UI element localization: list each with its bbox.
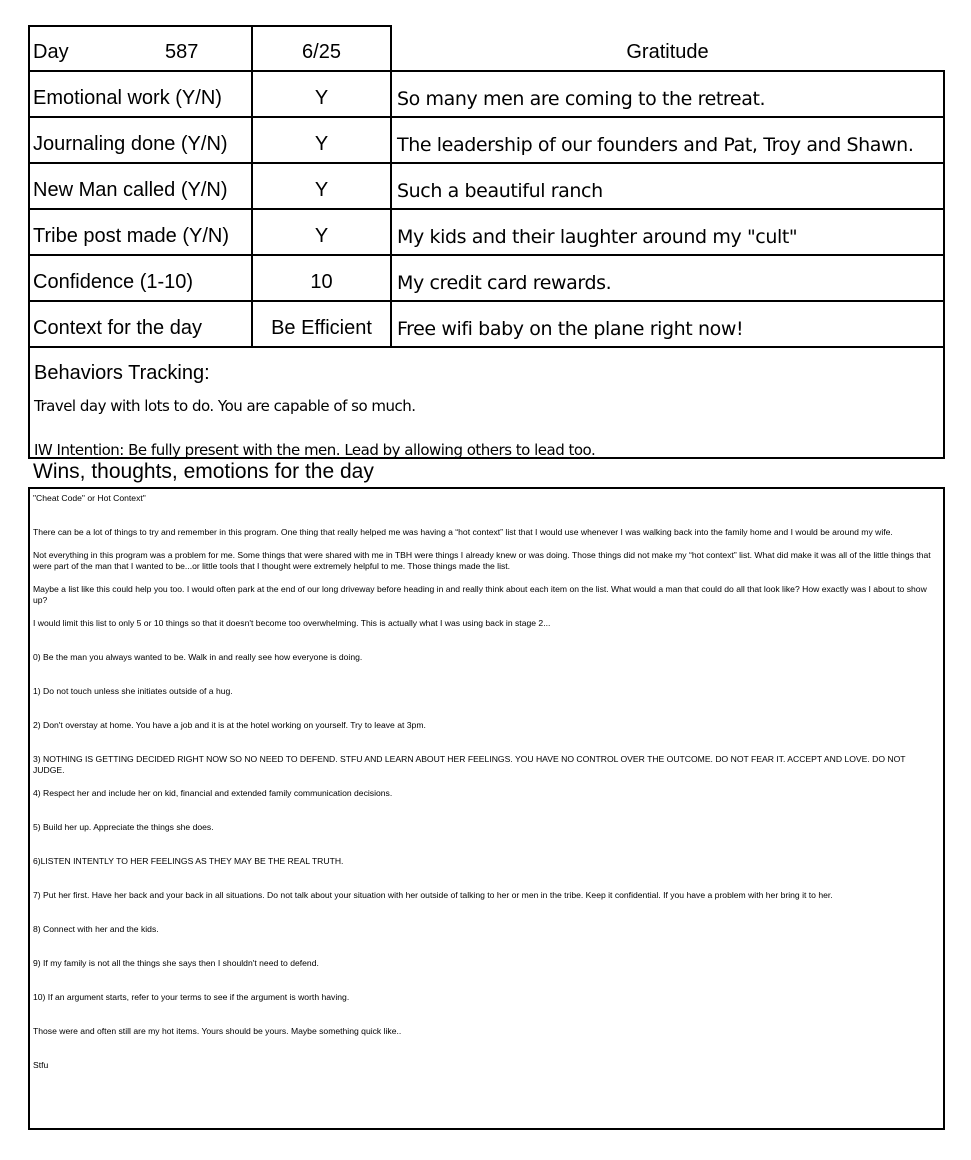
gratitude-item: My credit card rewards. bbox=[397, 272, 612, 294]
wins-paragraph: Those were and often still are my hot items. Yours should be yours. Maybe something quick like.. bbox=[33, 1026, 402, 1036]
wins-paragraph: Not everything in this program was a problem for me. Some things that were shared with me in TBH were things I already knew or was doing. Those things did not make my “hot context” list. What did make it was all of the little things that were part of the man that I wanted to be...or little tools that I thought were extremely helpful to me. Those things made the list. bbox=[33, 550, 931, 571]
day-number: 587 bbox=[165, 41, 199, 63]
wins-paragraph: 9) If my family is not all the things she says then I shouldn't need to defend. bbox=[33, 958, 319, 968]
row-value-emotional-work: Y bbox=[314, 87, 329, 109]
date-value: 6/25 bbox=[302, 41, 341, 63]
gratitude-item: The leadership of our founders and Pat, Troy and Shawn. bbox=[397, 134, 914, 156]
gratitude-heading: Gratitude bbox=[626, 41, 709, 63]
behaviors-title: Behaviors Tracking: bbox=[34, 362, 210, 384]
row-value-new-man-called: Y bbox=[314, 179, 329, 201]
wins-paragraph: There can be a lot of things to try and remember in this program. One thing that really helped me was having a “hot context” list that I would use whenever I was walking back into the family home and I would be around my wife. bbox=[33, 527, 893, 537]
row-label-context: Context for the day bbox=[33, 317, 202, 339]
wins-paragraph: 7) Put her first. Have her back and your back in all situations. Do not talk about your situation with her outside of talking to her or men in the tribe. Keep it confidential. If you have a problem with her bring it to her. bbox=[33, 890, 833, 900]
wins-paragraph: 8) Connect with her and the kids. bbox=[33, 924, 159, 934]
wins-paragraph: 3) NOTHING IS GETTING DECIDED RIGHT NOW SO NO NEED TO DEFEND. STFU AND LEARN ABOUT HER FEELINGS. YOU HAVE NO CONTROL OVER THE OUTCOME. DO NOT FEAR IT. ACCEPT AND LOVE. DO NOT JUDGE. bbox=[33, 754, 906, 775]
wins-paragraph: 5) Build her up. Appreciate the things she does. bbox=[33, 822, 214, 832]
wins-paragraph: 1) Do not touch unless she initiates outside of a hug. bbox=[33, 686, 233, 696]
row-label-new-man-called: New Man called (Y/N) bbox=[33, 179, 228, 201]
wins-paragraph: 0) Be the man you always wanted to be. Walk in and really see how everyone is doing. bbox=[33, 652, 363, 662]
table-border bbox=[28, 346, 945, 348]
row-value-journaling: Y bbox=[314, 133, 329, 155]
wins-paragraph: I would limit this list to only 5 or 10 things so that it doesn't become too overwhelming. This is actually what I was using back in stage 2... bbox=[33, 618, 551, 628]
wins-text bbox=[33, 493, 938, 1094]
table-border bbox=[943, 70, 945, 459]
wins-box bbox=[28, 487, 945, 1130]
wins-paragraph: 10) If an argument starts, refer to your terms to see if the argument is worth having. bbox=[33, 992, 350, 1002]
wins-paragraph: 2) Don't overstay at home. You have a job and it is at the hotel working on yourself. Try to leave at 3pm. bbox=[33, 720, 426, 730]
behaviors-line: Travel day with lots to do. You are capable of so much. bbox=[34, 397, 416, 415]
day-label: Day bbox=[33, 41, 69, 63]
row-value-confidence: 10 bbox=[310, 271, 333, 293]
wins-paragraph: 4) Respect her and include her on kid, financial and extended family communication decisions. bbox=[33, 788, 393, 798]
row-label-journaling: Journaling done (Y/N) bbox=[33, 133, 228, 155]
wins-paragraph: 6)LISTEN INTENTLY TO HER FEELINGS AS THEY MAY BE THE REAL TRUTH. bbox=[33, 856, 344, 866]
gratitude-item: Free wifi baby on the plane right now! bbox=[397, 318, 744, 340]
wins-paragraph: Maybe a list like this could help you too. I would often park at the end of our long driveway before heading in and really think about each item on the list. What would a man that could do all that look like? How exactly was I about to show up? bbox=[33, 584, 927, 605]
row-value-tribe-post: Y bbox=[314, 225, 329, 247]
gratitude-item: Such a beautiful ranch bbox=[397, 180, 603, 202]
table-border bbox=[28, 457, 945, 459]
row-label-tribe-post: Tribe post made (Y/N) bbox=[33, 225, 229, 247]
wins-paragraph: "Cheat Code" or Hot Context" bbox=[33, 493, 146, 503]
gratitude-item: My kids and their laughter around my "cult" bbox=[397, 226, 798, 248]
row-label-confidence: Confidence (1-10) bbox=[33, 271, 194, 293]
behaviors-clip bbox=[29, 435, 943, 457]
wins-title: Wins, thoughts, emotions for the day bbox=[33, 460, 374, 483]
gratitude-item: So many men are coming to the retreat. bbox=[397, 88, 766, 110]
intention-line: IW Intention: Be fully present with the men. Lead by allowing others to lead too. bbox=[34, 441, 596, 457]
row-value-context: Be Efficient bbox=[271, 317, 372, 339]
row-label-emotional-work: Emotional work (Y/N) bbox=[33, 87, 222, 109]
wins-paragraph: Stfu bbox=[33, 1060, 49, 1070]
